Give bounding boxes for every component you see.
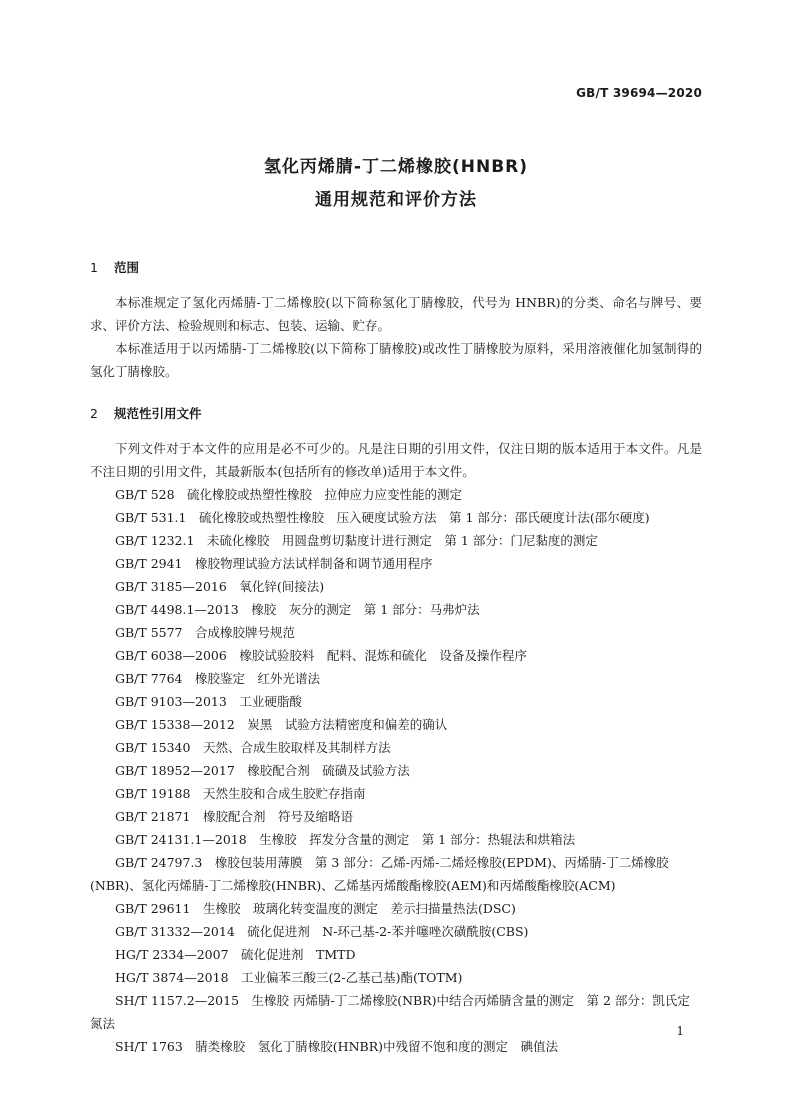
standard-code: GB/T 39694—2020 [576,86,702,100]
reference-item: GB/T 3185—2016 氧化锌(间接法) [115,579,325,594]
references-intro [90,437,702,483]
section-number: 2 [90,406,98,421]
scope-body [90,291,702,383]
document-title: 氢化丙烯腈-丁二烯橡胶(HNBR) [263,157,529,177]
reference-item: GB/T 18952—2017 橡胶配合剂 硫磺及试验方法 [115,763,410,778]
reference-item: GB/T 31332—2014 硫化促进剂 N-环己基-2-苯并噻唑次磺酰胺(CBS) [115,924,529,939]
reference-item: GB/T 1232.1 未硫化橡胶 用圆盘剪切黏度计进行测定 第 1 部分：门尼黏度的测定 [115,533,598,548]
page-number: 1 [676,1024,684,1038]
reference-item: GB/T 528 硫化橡胶或热塑性橡胶 拉伸应力应变性能的测定 [115,487,463,502]
section-heading-normative-references [90,404,202,422]
reference-item: GB/T 24131.1—2018 生橡胶 挥发分含量的测定 第 1 部分：热辊法和烘箱法 [115,832,576,847]
reference-item: GB/T 21871 橡胶配合剂 符号及缩略语 [115,809,353,824]
paragraph: 本标准适用于以丙烯腈-丁二烯橡胶(以下简称丁腈橡胶)或改性丁腈橡胶为原料，采用溶液催化加氢制得的氢化丁腈橡胶。 [90,341,702,379]
reference-item: HG/T 3874—2018 工业偏苯三酸三(2-乙基己基)酯(TOTM) [115,970,463,985]
reference-item: GB/T 5577 合成橡胶牌号规范 [115,625,296,640]
section-heading-scope [90,258,139,276]
paragraph: 下列文件对于本文件的应用是必不可少的。凡是注日期的引用文件，仅注日期的版本适用于本文件。凡是不注日期的引用文件，其最新版本(包括所有的修改单)适用于本文件。 [90,441,702,479]
reference-item: GB/T 4498.1—2013 橡胶 灰分的测定 第 1 部分：马弗炉法 [115,602,480,617]
reference-item: HG/T 2334—2007 硫化促进剂 TMTD [115,947,356,962]
reference-item: GB/T 15338—2012 炭黑 试验方法精密度和偏差的确认 [115,717,448,732]
reference-item: GB/T 9103—2013 工业硬脂酸 [115,694,302,709]
reference-item: GB/T 2941 橡胶物理试验方法试样制备和调节通用程序 [115,556,433,571]
section-title: 范围 [114,260,140,275]
reference-item: GB/T 19188 天然生胶和合成生胶贮存指南 [115,786,366,801]
reference-item: GB/T 6038—2006 橡胶试验胶料 配料、混炼和硫化 设备及操作程序 [115,648,527,663]
reference-item: GB/T 29611 生橡胶 玻璃化转变温度的测定 差示扫描量热法(DSC) [115,901,516,916]
reference-list [90,483,702,1058]
reference-item: SH/T 1157.2—2015 生橡胶 丙烯腈-丁二烯橡胶(NBR)中结合丙烯腈含量的测定 第 2 部分：凯氏定氮法 [90,993,690,1031]
reference-item: SH/T 1763 腈类橡胶 氢化丁腈橡胶(HNBR)中残留不饱和度的测定 碘值法 [115,1039,558,1054]
document-subtitle: 通用规范和评价方法 [315,190,477,210]
reference-item: GB/T 7764 橡胶鉴定 红外光谱法 [115,671,321,686]
reference-item: GB/T 24797.3 橡胶包装用薄膜 第 3 部分：乙烯-丙烯-二烯烃橡胶(EPDM)、丙烯腈-丁二烯橡胶(NBR)、氢化丙烯腈-丁二烯橡胶(HNBR)、乙烯基丙烯酸酯橡胶(AEM)和丙烯酸酯橡胶(ACM) [90,855,669,893]
reference-item: GB/T 15340 天然、合成生胶取样及其制样方法 [115,740,391,755]
paragraph: 本标准规定了氢化丙烯腈-丁二烯橡胶(以下简称氢化丁腈橡胶，代号为 HNBR)的分类、命名与牌号、要求、评价方法、检验规则和标志、包装、运输、贮存。 [90,295,702,333]
reference-item: GB/T 531.1 硫化橡胶或热塑性橡胶 压入硬度试验方法 第 1 部分：邵氏硬度计法(邵尔硬度) [115,510,650,525]
section-title: 规范性引用文件 [114,406,202,421]
section-number: 1 [90,260,98,275]
